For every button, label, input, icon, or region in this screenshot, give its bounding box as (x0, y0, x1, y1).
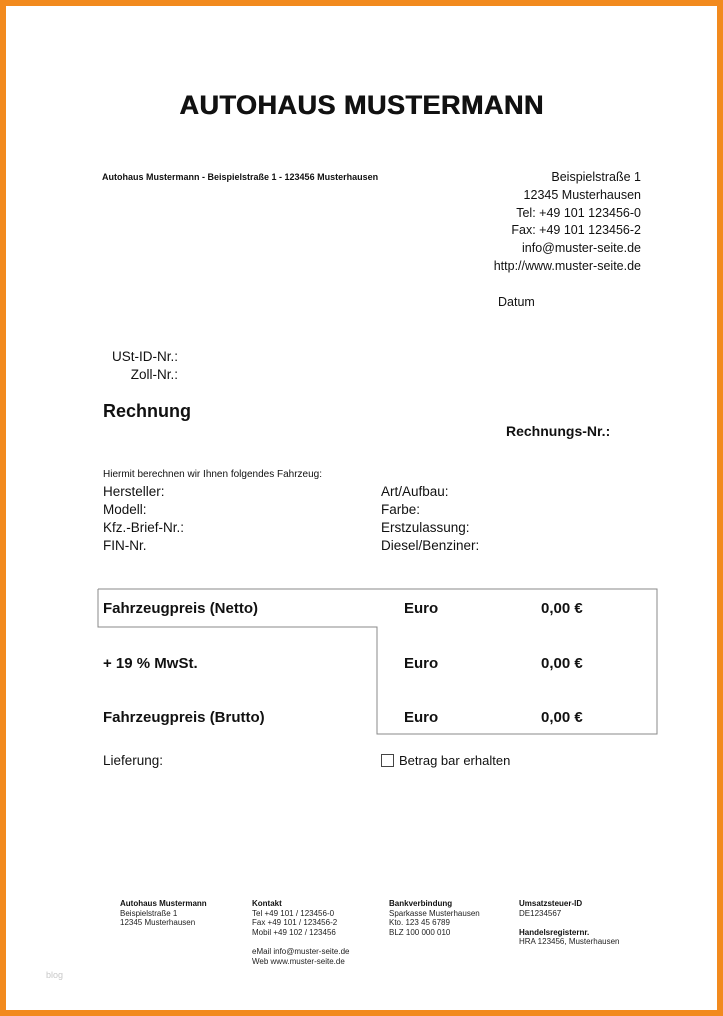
footer-tax (519, 899, 620, 947)
address-tel: Tel: +49 101 123456-0 (516, 205, 641, 220)
footer-bank-line: BLZ 100 000 010 (389, 927, 451, 937)
field-registration-doc: Kfz.-Brief-Nr.: (103, 520, 185, 535)
invoice-number-label: Rechnungs-Nr.: (506, 423, 611, 439)
price-row-gross-value: 0,00 € (541, 709, 583, 726)
address-city: 12345 Musterhausen (523, 187, 641, 202)
footer-tax-title: Umsatzsteuer-ID (519, 899, 583, 908)
vehicle-intro: Hiermit berechnen wir Ihnen folgendes Fahrzeug: (103, 469, 323, 480)
footer-bank-title: Bankverbindung (389, 899, 453, 908)
footer-tax-spacer (519, 918, 620, 928)
customs-label: Zoll-Nr.: (130, 367, 178, 382)
address-street: Beispielstraße 1 (551, 170, 641, 184)
footer-contact-tel: Tel +49 101 / 123456-0 (252, 908, 335, 918)
footer-contact-title: Kontakt (252, 899, 282, 908)
footer-contact-spacer (252, 937, 350, 947)
footer-company-line: 12345 Musterhausen (120, 918, 196, 928)
date-label: Datum (498, 295, 535, 309)
field-model: Modell: (103, 502, 147, 517)
tax-ids (108, 348, 178, 384)
footer-company-title: Autohaus Mustermann (120, 899, 207, 908)
sender-line: Autohaus Mustermann - Beispielstraße 1 - 123456 Musterhausen (102, 172, 379, 182)
footer-bank (389, 899, 480, 937)
invoice-heading: Rechnung (103, 401, 191, 421)
price-row-gross-label: Fahrzeugpreis (Brutto) (103, 709, 265, 726)
footer-company-line: Beispielstraße 1 (120, 908, 178, 918)
cash-received-label: Betrag bar erhalten (399, 753, 511, 768)
price-row-net-value: 0,00 € (541, 600, 583, 617)
price-row-net-currency: Euro (404, 600, 439, 617)
price-row-vat-currency: Euro (404, 655, 439, 672)
footer-contact-mobile: Mobil +49 102 / 123456 (252, 927, 336, 937)
field-manufacturer: Hersteller: (103, 484, 165, 499)
company-title: AUTOHAUS MUSTERMANN (179, 90, 544, 120)
address-email: info@muster-seite.de (522, 241, 641, 256)
price-row-vat-value: 0,00 € (541, 655, 583, 672)
page-content (12, 12, 711, 1004)
footer-register: HRA 123456, Musterhausen (519, 937, 620, 947)
field-fuel: Diesel/Benziner: (381, 538, 480, 553)
field-body-type: Art/Aufbau: (381, 484, 449, 499)
footer-contact-web: Web www.muster-seite.de (252, 956, 345, 966)
company-address-block (494, 169, 641, 276)
footer-bank-line: Kto. 123 45 6789 (389, 918, 450, 928)
field-color: Farbe: (381, 502, 421, 517)
footer-contact-fax: Fax +49 101 / 123456-2 (252, 918, 338, 928)
vat-id-label: USt-ID-Nr.: (112, 349, 178, 364)
cash-received-checkbox[interactable] (381, 754, 394, 767)
delivery-label: Lieferung: (103, 753, 164, 768)
footer-tax-id: DE1234567 (519, 908, 562, 918)
footer-bank-line: Sparkasse Musterhausen (389, 908, 480, 918)
vehicle-fields-right (381, 483, 479, 555)
address-web: http://www.muster-seite.de (493, 258, 641, 273)
field-first-registration: Erstzulassung: (381, 520, 470, 535)
price-row-vat-label: + 19 % MwSt. (103, 655, 198, 672)
address-fax: Fax: +49 101 123456-2 (511, 223, 641, 238)
price-row-gross-currency: Euro (404, 709, 439, 726)
footer-register-title: Handelsregisternr. (519, 927, 590, 937)
vehicle-fields-left (103, 483, 184, 555)
footer-contact (252, 899, 350, 966)
footer-contact-email: eMail info@muster-seite.de (252, 946, 350, 956)
footer-company (120, 899, 207, 928)
price-row-net-label: Fahrzeugpreis (Netto) (103, 600, 259, 617)
field-vin: FIN-Nr. (103, 538, 147, 553)
watermark: blog (46, 970, 64, 980)
